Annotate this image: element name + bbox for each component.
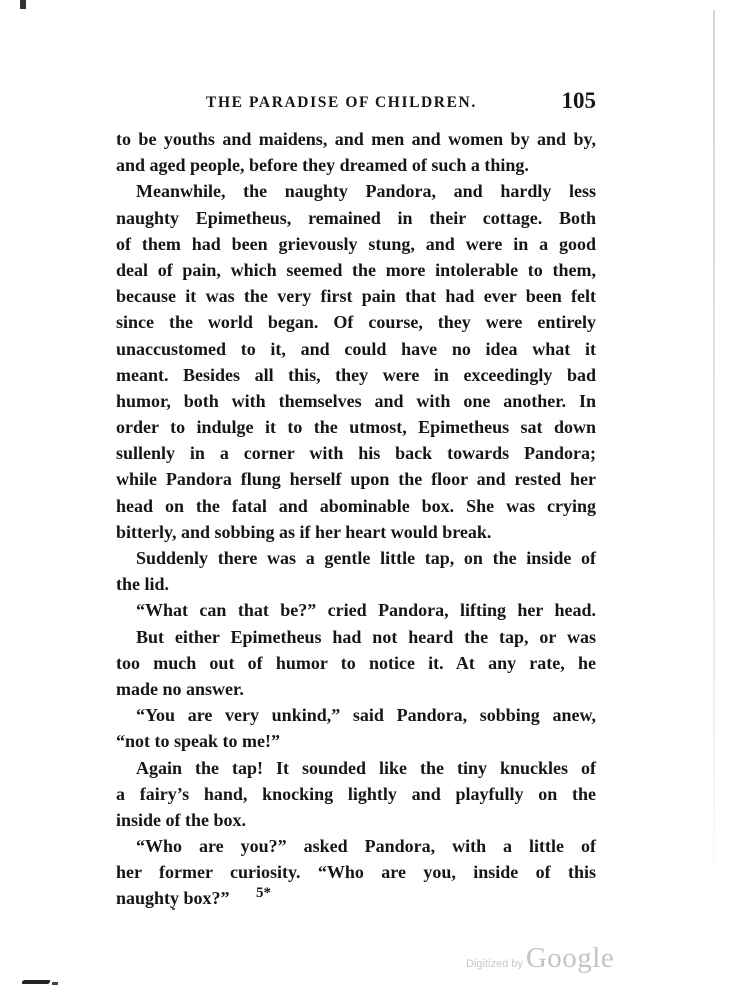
- text-line: deal of pain, which seemed the more intolerable to them,: [116, 259, 596, 280]
- text-line: while Pandora flung herself upon the floor and rested her: [116, 469, 596, 490]
- text-line: the lid.: [116, 574, 170, 595]
- text-line: unaccustomed to it, and could have no idea what it: [116, 338, 596, 359]
- signature-mark: 5*: [256, 885, 271, 901]
- text-line: “not to speak to me!”: [116, 731, 280, 752]
- page-number: 105: [561, 88, 596, 113]
- paragraph-first-line: Suddenly there was a gentle little tap, on the inside of: [136, 548, 596, 568]
- text-line: made no answer.: [116, 678, 244, 699]
- paragraph-first-line: Meanwhile, the naughty Pandora, and hardly less: [136, 181, 596, 202]
- paragraph-first-line: “Who are you?” asked Pandora, with a little of: [136, 836, 596, 857]
- paragraph-first-line: “What can that be?” cried Pandora, lifting her head.: [136, 600, 596, 621]
- digitized-by-label: Digitized by: [466, 958, 523, 970]
- text-line: and aged people, before they dreamed of such a thing.: [116, 155, 529, 176]
- scan-bottom-mark: [21, 980, 51, 984]
- text-line: head on the fatal and abominable box. She was crying: [116, 495, 596, 516]
- text-line: humor, both with themselves and with one another. In: [116, 390, 596, 411]
- paragraph-first-line: “You are very unkind,” said Pandora, sobbing anew,: [136, 705, 596, 726]
- text-line: sullenly in a corner with his back towards Pandora;: [116, 443, 596, 464]
- text-line: order to indulge it to the utmost, Epimetheus sat down: [116, 417, 596, 438]
- scan-bottom-mark: [52, 982, 58, 985]
- scan-page-edge: [713, 10, 715, 910]
- text-line: her former curiosity. “Who are you, inside of this: [116, 862, 596, 883]
- text-line: meant. Besides all this, they were in exceedingly bad: [116, 364, 596, 385]
- scan-corner-mark: [20, 0, 26, 9]
- text-line: a fairy’s hand, knocking lightly and playfully on the: [116, 783, 596, 804]
- text-line: inside of the box.: [116, 809, 247, 830]
- google-logo-text: Google: [525, 942, 615, 974]
- paragraph-first-line: But either Epimetheus had not heard the tap, or was: [136, 626, 596, 647]
- running-head: [206, 88, 596, 116]
- running-head-title: THE PARADISE OF CHILDREN.: [206, 94, 477, 111]
- text-line: of them had been grievously stung, and were in a good: [116, 233, 596, 254]
- body-text: [116, 126, 596, 912]
- text-line: because it was the very first pain that had ever been felt: [116, 286, 596, 307]
- paragraph-first-line: Again the tap! It sounded like the tiny knuckles of: [136, 757, 596, 778]
- text-line: naughty box?”: [116, 888, 230, 909]
- text-line: too much out of humor to notice it. At any rate, he: [116, 652, 596, 673]
- google-watermark: [466, 942, 614, 982]
- text-line: bitterly, and sobbing as if her heart would break.: [116, 521, 492, 542]
- text-line: to be youths and maidens, and men and women by and by,: [116, 129, 596, 149]
- text-line: naughty Epimetheus, remained in their cottage. Both: [116, 207, 596, 228]
- text-line: since the world began. Of course, they were entirely: [116, 312, 596, 333]
